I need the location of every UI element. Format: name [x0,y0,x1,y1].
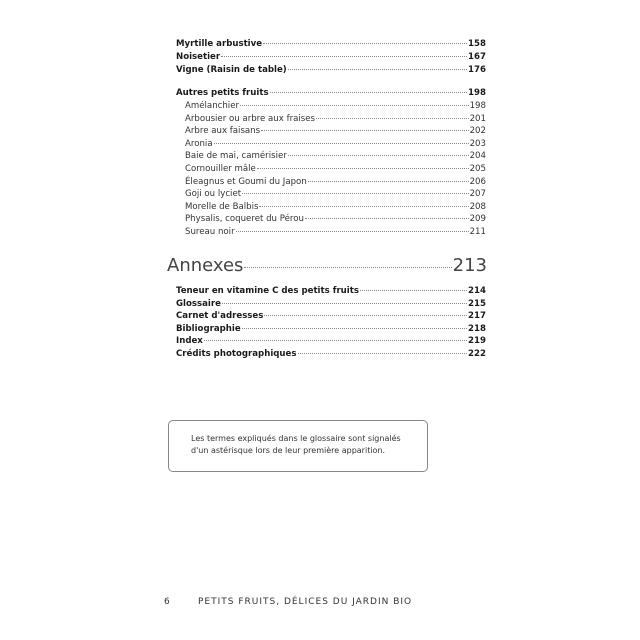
entry-page: 158 [468,39,486,49]
entry-page: 207 [469,189,486,200]
toc-entry[interactable] [185,188,486,200]
entry-title: Myrtille arbustive [176,39,263,49]
entry-title: Annexes [167,255,244,276]
dot-leader [242,328,467,329]
entry-title: Glossaire [176,298,221,309]
entry-page: 208 [469,201,486,212]
entry-title: Aronia [185,138,213,149]
entry-title: Sureau noir [185,227,235,237]
entry-page: 222 [468,349,486,359]
entry-page: 167 [468,52,486,62]
toc-entry[interactable] [185,113,486,125]
entry-page: 217 [468,311,486,322]
toc-entry[interactable] [185,226,486,238]
toc-section-autres[interactable] [176,87,486,99]
entry-page: 205 [469,164,486,174]
entry-title: Vigne (Raisin de table) [176,65,287,75]
toc-entry[interactable] [176,348,486,360]
entry-title: Bibliographie [176,323,241,334]
toc-entry[interactable] [176,38,486,50]
toc-entry[interactable] [185,150,486,162]
entry-page: 209 [469,214,486,225]
toc-entry[interactable] [185,201,486,213]
dot-leader [214,143,469,144]
dot-leader [264,315,467,316]
toc-entry[interactable] [185,100,486,112]
entry-title: Physalis, coqueret du Pérou [185,214,304,225]
dot-leader [242,193,468,194]
dot-leader [257,168,469,169]
toc-entry[interactable] [185,176,486,188]
entry-title: Morelle de Balbis [185,201,259,212]
entry-title: Crédits photographiques [176,349,297,359]
dot-leader [308,181,469,182]
entry-page: 219 [468,336,486,347]
dot-leader [288,155,469,156]
dot-leader [316,118,469,119]
entry-page: 218 [468,323,486,334]
entry-title: Arbousier ou arbre aux fraises [185,113,316,124]
entry-page: 211 [469,227,486,237]
dot-leader [298,353,468,354]
dot-leader [263,43,467,44]
toc-entry[interactable] [176,298,486,310]
note-line: d'un astérisque lors de leur première apparition. [191,446,386,455]
entry-title: Éleagnus et Goumi du Japon [185,176,307,187]
entry-page: 215 [468,298,486,309]
dot-leader [240,105,469,106]
dot-leader [261,130,468,131]
entry-page: 201 [469,113,486,124]
dot-leader [270,92,467,93]
toc-entry[interactable] [176,310,486,322]
dot-leader [221,56,467,57]
entry-page: 213 [452,255,487,276]
entry-page: 206 [469,176,486,187]
note-line: Les termes expliqués dans le glossaire sont signalés [191,434,401,443]
entry-page: 198 [468,88,486,98]
entry-page: 202 [469,126,486,137]
footer-page-number: 6 [164,597,171,607]
toc-section-annexes[interactable] [167,255,487,277]
entry-page: 204 [469,151,486,162]
dot-leader [204,340,467,341]
toc-entry[interactable] [176,335,486,347]
toc-entry[interactable] [176,64,486,76]
entry-page: 198 [469,101,486,111]
dot-leader [288,69,467,70]
toc-entry[interactable] [176,323,486,335]
entry-page: 176 [468,65,486,75]
entry-page: 214 [468,286,486,296]
toc-entry[interactable] [176,285,486,297]
entry-title: Goji ou lyciet [185,189,242,200]
dot-leader [305,218,469,219]
dot-leader [222,303,467,304]
entry-title: Cornouiller mâle [185,164,256,174]
entry-title: Autres petits fruits [176,88,269,98]
toc-entry[interactable] [176,51,486,63]
toc-entry[interactable] [185,213,486,225]
entry-title: Amélanchier [185,101,240,111]
entry-title: Arbre aux faisans [185,126,261,137]
dot-leader [259,206,468,207]
entry-page: 203 [469,138,486,149]
entry-title: Index [176,336,203,347]
toc-entry[interactable] [185,138,486,150]
dot-leader [236,231,469,232]
toc-entry[interactable] [185,163,486,175]
dot-leader [244,267,451,268]
entry-title: Carnet d'adresses [176,311,264,322]
entry-title: Baie de mai, camérisier [185,151,287,162]
entry-title: Noisetier [176,52,221,62]
glossary-note-box [168,420,428,472]
entry-title: Teneur en vitamine C des petits fruits [176,286,359,296]
dot-leader [360,290,467,291]
toc-entry[interactable] [185,125,486,137]
footer-book-title: PETITS FRUITS, DÉLICES DU JARDIN BIO [198,597,413,607]
